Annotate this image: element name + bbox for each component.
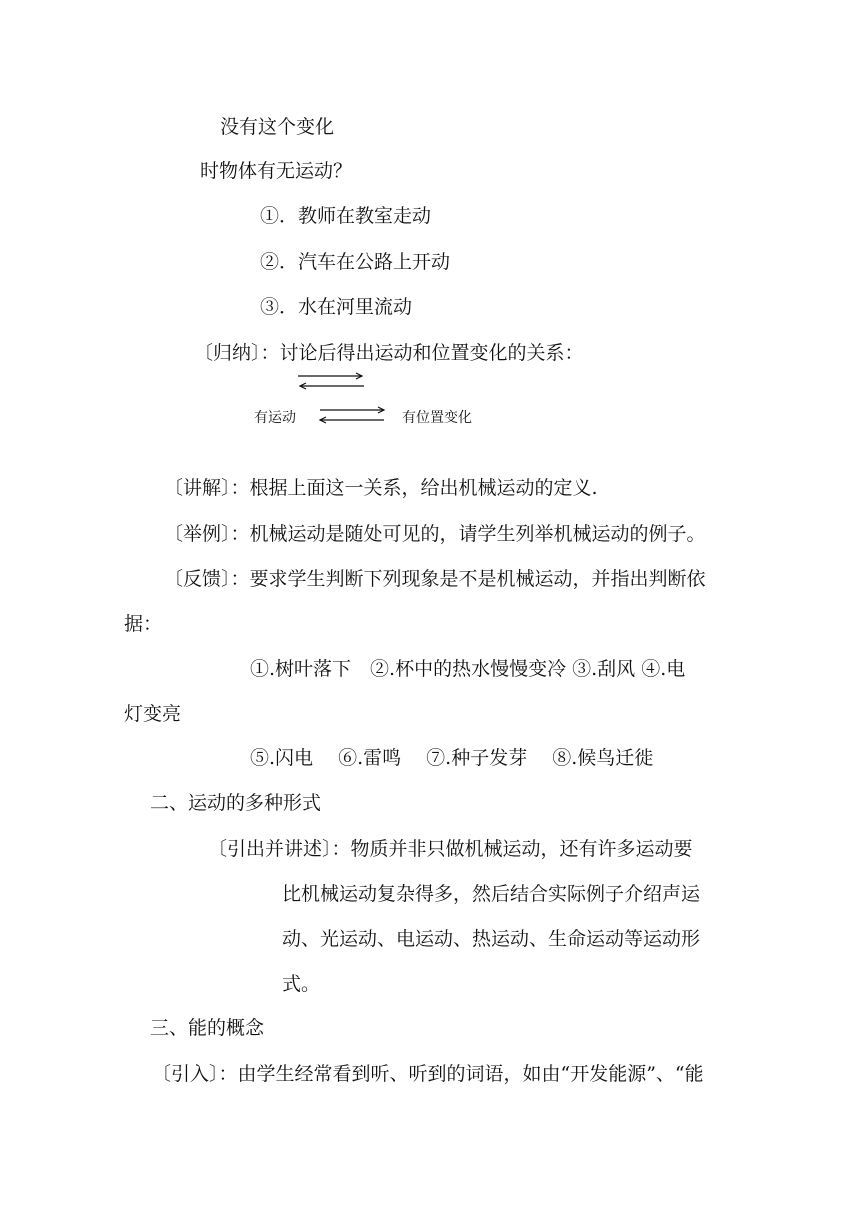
example-item-2: ②．汽车在公路上开动 [260, 251, 451, 273]
feedback-line-2: 据： [124, 613, 163, 635]
example-item-3: ③．水在河里流动 [260, 296, 413, 318]
section-2-paragraph-line-2: 比机械运动复杂得多，然后结合实际例子介绍声运 [282, 883, 701, 905]
diagram-label-motion: 有运动 [254, 410, 296, 426]
feedback-line-1: 〔反馈〕：要求学生判断下列现象是不是机械运动，并指出判断依 [164, 568, 706, 590]
phenomena-line-3: ⑤.闪电 ⑥.雷鸣 ⑦.种子发芽 ⑧.候鸟迁徙 [250, 747, 654, 769]
example-item-1: ①．教师在教室走动 [260, 205, 432, 227]
top-arrows [298, 373, 364, 389]
phenomena-line-1: ①.树叶落下 ②.杯中的热水慢慢变冷 ③.刮风 ④.电 [250, 658, 686, 680]
summary-line: 〔归纳〕：讨论后得出运动和位置变化的关系： [194, 342, 584, 364]
phenomena-line-2: 灯变亮 [124, 703, 182, 725]
example-prompt-line: 〔举例〕：机械运动是随处可见的，请学生列举机械运动的例子。 [164, 523, 706, 545]
explain-line: 〔讲解〕：根据上面这一关系，给出机械运动的定义. [164, 477, 598, 499]
section-2-title: 二、运动的多种形式 [150, 792, 322, 814]
middle-arrows [320, 407, 384, 423]
diagram-label-position-change: 有位置变化 [402, 410, 472, 426]
section-2-paragraph-line-1: 〔引出并讲述〕：物质并非只做机械运动，还有许多运动要 [208, 838, 693, 860]
text-line-no-change: 没有这个变化 [220, 116, 335, 138]
section-2-paragraph-line-4: 式。 [282, 973, 321, 995]
section-3-paragraph-line-1: 〔引入〕：由学生经常看到听、听到的词语，如由“开发能源”、“能 [152, 1063, 704, 1085]
section-3-title: 三、能的概念 [150, 1017, 265, 1039]
relation-diagram [250, 368, 510, 438]
text-line-question: 时物体有无运动？ [200, 160, 353, 182]
section-2-paragraph-line-3: 动、光运动、电运动、热运动、生命运动等运动形 [282, 928, 701, 950]
